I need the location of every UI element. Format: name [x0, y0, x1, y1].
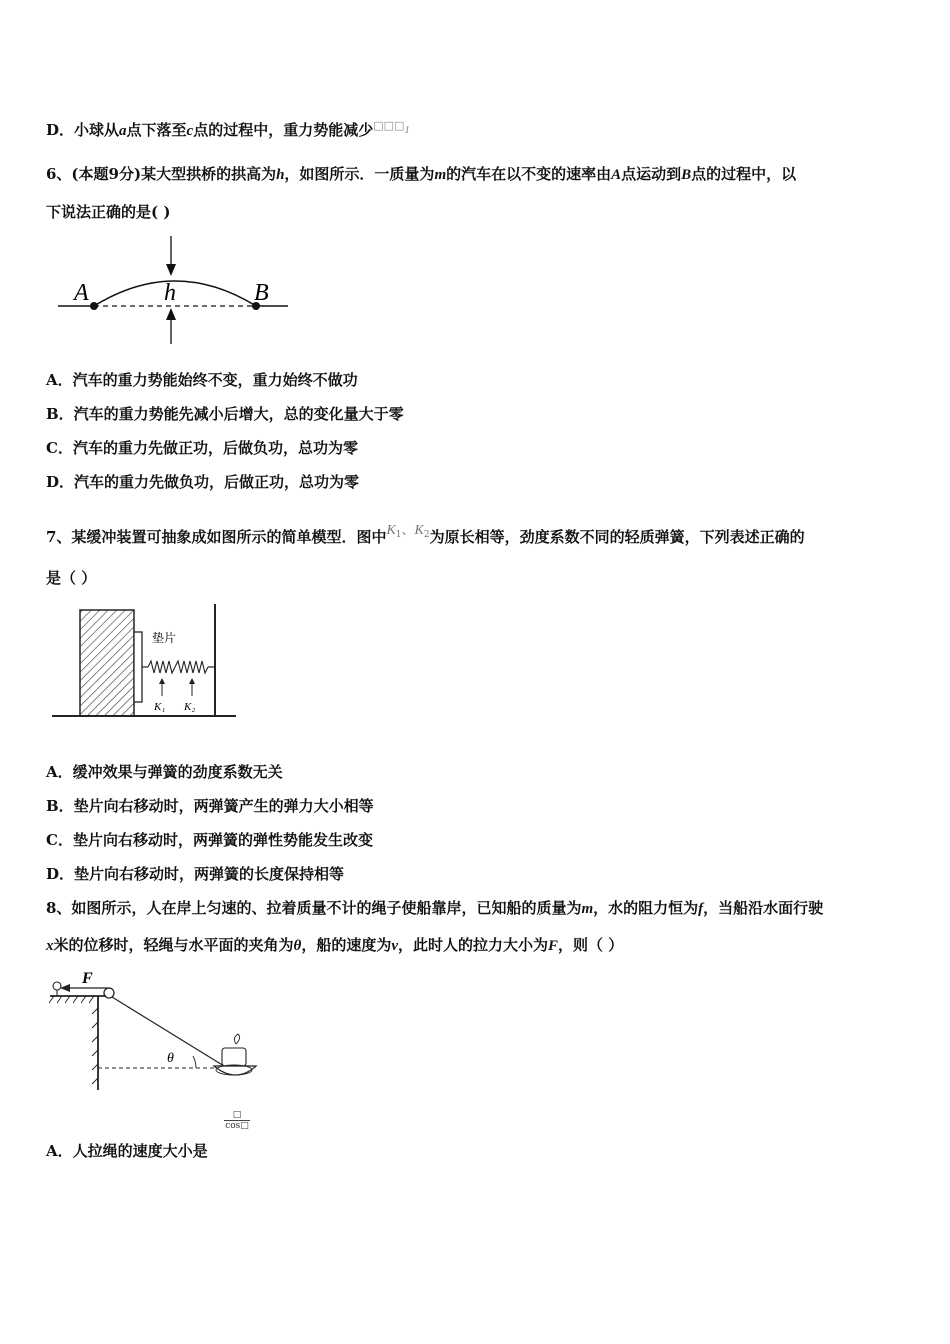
q7-k2-sub: 2 [423, 530, 430, 540]
q8-stem-e: ，船的速度为 [301, 936, 392, 954]
q8-stem-g: ，则（ ） [558, 936, 624, 954]
q8-label-F: F [82, 970, 93, 987]
q7-pad [134, 632, 142, 702]
q7-label-k2: K₂ [184, 701, 196, 713]
q6-label-a: A [74, 280, 89, 306]
q7-stem-line2: 是（ ） [46, 569, 97, 587]
q8-stem-f: f [698, 901, 704, 917]
q6-stem-A: A [611, 167, 622, 183]
q8-stem-d: 米的位移时，轻绳与水平面的夹角为 [53, 936, 294, 954]
q6-stem-m: m [434, 167, 447, 183]
q8-person-head [53, 982, 61, 990]
q7-arrow-k2-head [189, 678, 195, 684]
q8-stem-x: x [46, 938, 54, 954]
q7-option-c: C．垫片向右移动时，两弹簧的弹性势能发生改变 [46, 831, 373, 849]
q8-stem-f-text: ，此时人的拉力大小为 [398, 936, 549, 954]
q6-stem-c: 的汽车在以不变的速率由 [446, 165, 612, 183]
q8-option-a: A．人拉绳的速度大小是 [46, 1142, 208, 1160]
q8-fraction-denominator: cos□ [225, 1121, 249, 1131]
q7-k-formula [386, 520, 429, 538]
q5-d-c: c [186, 123, 194, 139]
q6-stem-b: ，如图所示．一质量为 [284, 165, 435, 183]
q8-shore-hatch [49, 996, 94, 1003]
q6-stem-e: 点的过程中，以 [691, 165, 797, 183]
q7-option-b: B．垫片向右移动时，两弹簧产生的弹力大小相等 [46, 797, 374, 815]
q8-pulley [104, 988, 114, 998]
q7-buffer-figure [50, 600, 240, 722]
q7-block [80, 610, 134, 716]
q7-arrow-k1-head [159, 678, 165, 684]
q5-d-text1: D．小球从 [46, 121, 120, 139]
q6-label-b: B [254, 280, 269, 306]
q7-label-k1: K₁ [154, 701, 166, 713]
q6-option-c: C．汽车的重力先做正功，后做负功，总功为零 [46, 439, 358, 457]
q6-arrow-bottom-head [166, 308, 176, 320]
q7-stem-b: 为原长相等，劲度系数不同的轻质弹簧，下列表述正确的 [429, 528, 805, 546]
q6-stem-h: h [276, 167, 285, 183]
q8-stem-v: v [391, 938, 398, 954]
q7-k1-sub: 1 [395, 530, 402, 540]
q7-k2: K [414, 523, 424, 538]
q6-label-h: h [164, 280, 176, 306]
q7-k-sep: 、 [401, 523, 415, 538]
q8-fraction-numerator: □ [232, 1110, 242, 1120]
q8-stem-F: F [548, 938, 559, 954]
q8-stem-a: 8、如图所示，人在岸上匀速的、拉着质量不计的绳子使船靠岸，已知船的质量为 [46, 899, 582, 917]
q8-boat-cabin [222, 1048, 246, 1066]
q8-force-arrow-head [60, 984, 70, 992]
q7-k1: K [386, 523, 396, 538]
q7-stem-line1 [46, 519, 805, 547]
q6-option-d: D．汽车的重力先做负功，后做正功，总功为零 [46, 473, 360, 491]
q8-label-theta: θ [167, 1051, 174, 1066]
q8-stem-line2 [46, 935, 623, 956]
q7-stem-a: 7、某缓冲装置可抽象成如图所示的简单模型．图中 [46, 528, 387, 546]
q6-point-a [90, 302, 98, 310]
q6-stem-line1 [46, 164, 796, 185]
q6-arch-figure [56, 234, 292, 346]
q5-option-d [46, 116, 410, 141]
q5-d-text2: 点下落至 [126, 121, 187, 139]
q7-spring-k1 [148, 661, 175, 673]
q6-stem-a: 6、(本题9分)某大型拱桥的拱高为 [46, 165, 277, 183]
q7-option-d: D．垫片向右移动时，两弹簧的长度保持相等 [46, 865, 345, 883]
q7-label-pad: 垫片 [152, 631, 177, 645]
q8-boat-flag [234, 1034, 239, 1044]
q7-spring-k2 [175, 661, 208, 673]
q6-arrow-top-head [166, 264, 176, 276]
q6-stem-B: B [681, 167, 692, 183]
q5-d-missing-formula: □□□ [373, 119, 405, 132]
q8-stem-c: ，当船沿水面行驶 [703, 899, 824, 917]
q8-stem-line1 [46, 898, 823, 919]
q8-angle-arc [193, 1056, 196, 1068]
q5-d-sub: 1 [404, 124, 410, 136]
q8-fraction [224, 1110, 250, 1132]
q8-stem-theta: θ [293, 938, 302, 954]
q6-stem-line2: 下说法正确的是( ) [46, 203, 171, 221]
q6-option-a: A．汽车的重力势能始终不变，重力始终不做功 [46, 371, 358, 389]
q7-option-a: A．缓冲效果与弹簧的劲度系数无关 [46, 763, 283, 781]
q6-stem-d: 点运动到 [621, 165, 682, 183]
q5-d-text3: 点的过程中，重力势能减少 [193, 121, 374, 139]
q8-stem-b: ，水的阻力恒为 [593, 899, 699, 917]
q8-boat-figure [46, 966, 276, 1096]
q6-option-b: B．汽车的重力势能先减小后增大，总的变化量大于零 [46, 405, 404, 423]
q5-d-a: a [119, 123, 127, 139]
q8-stem-m: m [581, 901, 594, 917]
